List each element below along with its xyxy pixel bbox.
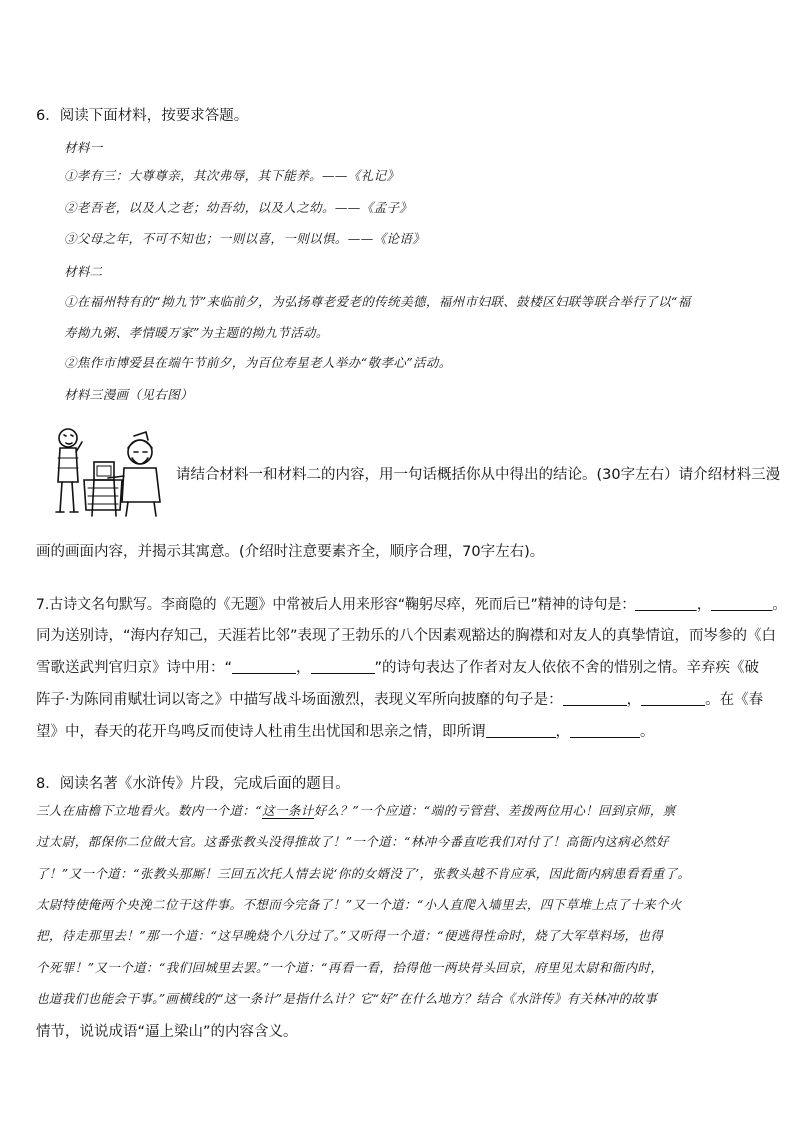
q7-comma: ， <box>555 724 570 740</box>
q6-material2-label: 材料二 <box>64 264 103 279</box>
q8-passage-line3: 了！”又一个道：“张教头那厮！三回五次托人情去说‘你的女婿没了’，张教头越不肯应承，因此衙内病患看看重了。 <box>36 866 691 881</box>
q8-passage-line1-end: 好么？”一个应道：“端的亏管营、差拨两位用心！回到京师，禀 <box>313 803 676 818</box>
q7-answer-blank[interactable] <box>486 723 556 738</box>
q7-line5-text: 望》中，春天的花开鸟鸣反而使诗人杜甫生出忧国和思亲之情，即所谓 <box>36 724 486 740</box>
q6-material1-label: 材料一 <box>64 140 103 155</box>
q7-line4 <box>36 688 763 709</box>
q8-title: 8．阅读名著《水浒传》片段，完成后面的题目。 <box>36 776 350 792</box>
q8-passage-line1-start: 三人在庙檐下立地看火。数内一个道：“ <box>36 803 263 818</box>
q8-passage-line5: 把，待走那里去！”那一个道：“这早晚烧个八分过了。”又听得一个道：“便逃得性命时，烧了大军草料场，也得 <box>36 928 664 943</box>
q6-material1-line3: ③父母之年，不可不知也；一则以喜，一则以惧。——《论语》 <box>64 231 426 246</box>
q6-prompt-line2: 画的画面内容，并揭示其寓意。(介绍时注意要素齐全，顺序合理，70字左右)。 <box>36 544 545 560</box>
q8-passage-line8: 情节，说说成语“逼上梁山”的内容含义。 <box>36 1024 298 1040</box>
q7-line1-text: 7.古诗文名句默写。李商隐的《无题》中常被后人用来形容“鞠躬尽瘁，死而后已”精神的诗句是： <box>36 597 636 613</box>
q7-answer-blank[interactable] <box>641 691 705 706</box>
q6-prompt-line1: 请结合材料一和材料二的内容，用一句话概括你从中得出的结论。(30字左右）请介绍材料三漫 <box>176 467 781 483</box>
q6-material1-line1: ①孝有三：大尊尊亲，其次弗辱，其下能养。——《礼记》 <box>64 168 400 183</box>
q7-period: 。 <box>772 597 787 613</box>
q7-line2: 同为送别诗，“海内存知己，天涯若比邻”表现了王勃乐的八个因素观豁达的胸襟和对友人的真挚情谊，而岑参的《白 <box>36 628 777 644</box>
q6-material2-line1: ①在福州特有的“拗九节”来临前夕，为弘扬尊老爱老的传统美德，福州市妇联、鼓楼区妇联等联合举行了以“福 <box>64 294 691 309</box>
q8-passage-line6: 个死罪！”又一个道：“我们回城里去罢。”一个道：“再看一看，拾得他一两块骨头回京，府里见太尉和衙内时， <box>36 960 664 975</box>
q7-answer-blank[interactable] <box>635 596 697 611</box>
q7-answer-blank[interactable] <box>570 723 640 738</box>
q8-passage-line7: 也道我们也能会干事。”画横线的“这一条计”是指什么计？它“好”在什么地方？结合《水浒传》有关林冲的故事 <box>36 991 658 1006</box>
q6-title: 6．阅读下面材料，按要求答题。 <box>36 108 249 124</box>
q6-material2-line2: 寿拗九粥、孝情暖万家”为主题的拗九节活动。 <box>64 325 329 340</box>
q7-line5 <box>36 720 655 741</box>
q7-line3-text: 雪歌送武判官归京》诗中用：“ <box>36 660 233 676</box>
q7-answer-blank[interactable] <box>711 596 773 611</box>
q7-answer-blank[interactable] <box>563 691 627 706</box>
q7-comma: ， <box>296 660 311 676</box>
q7-line4-tail: 。在《春 <box>705 692 764 708</box>
q6-material2-line3: ②焦作市博爱县在端午节前夕，为百位寿星老人举办“敬孝心”活动。 <box>64 355 452 370</box>
q7-comma: ， <box>696 597 711 613</box>
q7-comma: ， <box>626 692 642 708</box>
q7-line4-text: 阵子·为陈同甫赋壮词以寄之》中描写战斗场面激烈，表现义军所向披靡的句子是： <box>36 692 563 708</box>
q8-passage-line1 <box>36 801 676 819</box>
q7-line3-tail: ”的诗句表达了作者对友人依依不舍的惜别之情。辛弃疾《破 <box>374 660 760 676</box>
q7-line3 <box>36 656 759 677</box>
q7-answer-blank[interactable] <box>311 659 375 674</box>
q7-answer-blank[interactable] <box>232 659 296 674</box>
cartoon-illustration <box>44 418 172 520</box>
q6-material1-line2: ②老吾老，以及人之老；幼吾幼，以及人之幼。——《孟子》 <box>64 200 413 215</box>
q7-period: 。 <box>640 724 655 740</box>
q8-passage-line2: 过太尉，都保你二位做大官。这番张教头没得推故了！”一个道：“林冲今番直吃我们对付了！高衙内这病必然好 <box>36 834 669 849</box>
q6-material3-label: 材料三漫画（见右图） <box>64 387 194 402</box>
q7-line1 <box>36 593 786 614</box>
q8-underlined-phrase: 这一条计 <box>262 803 314 818</box>
q8-passage-line4: 太尉特使俺两个央浼二位干这件事。不想而今完备了！”又一个道：“小人直爬入墙里去，四下草堆上点了十来个火 <box>36 897 682 912</box>
